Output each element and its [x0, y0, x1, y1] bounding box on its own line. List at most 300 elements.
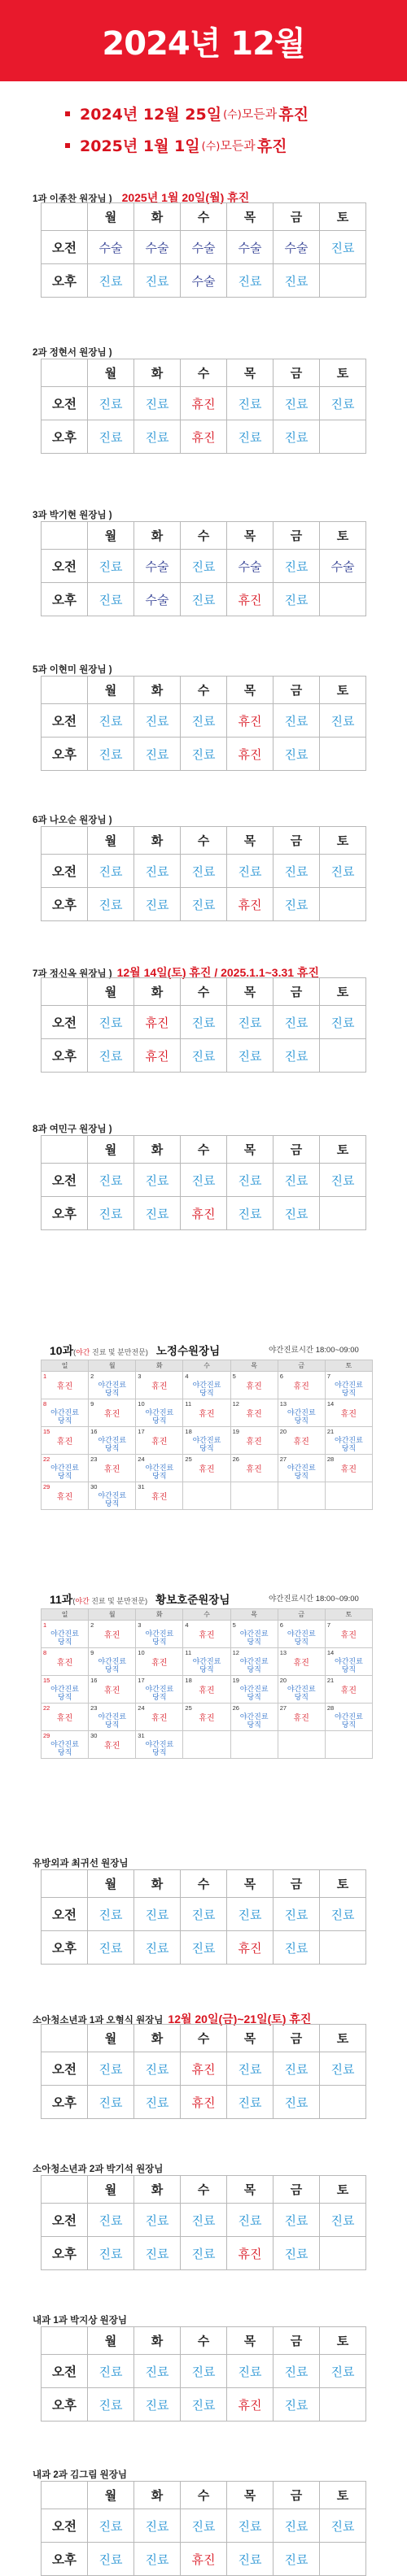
- calendar-day: [183, 1427, 230, 1455]
- duty-status: 휴진: [56, 1659, 73, 1668]
- day-number: 11: [185, 1400, 192, 1408]
- day-number: 13: [279, 1400, 287, 1408]
- calendar-day: [136, 1648, 183, 1676]
- schedule-cell: 수술: [274, 231, 320, 264]
- schedule-cell: 진료: [227, 2355, 274, 2388]
- duty-status: 야간진료 당직: [239, 1630, 269, 1646]
- day-header: 금: [274, 203, 320, 231]
- calendar-week-row: [42, 1621, 373, 1648]
- schedule-cell: 진료: [134, 2052, 181, 2086]
- corner-cell: [42, 2482, 88, 2509]
- schedule-cell: 진료: [88, 1197, 134, 1230]
- duty-status: 휴진: [104, 1465, 120, 1474]
- day-number: 12: [232, 1400, 239, 1408]
- duty-status: 휴진: [293, 1382, 309, 1391]
- duty-status: 야간진료 당직: [145, 1685, 174, 1701]
- am-row: [42, 387, 366, 420]
- calendar-day: [89, 1427, 136, 1455]
- day-header: 월: [88, 1136, 134, 1164]
- schedule-cell: 진료: [181, 855, 227, 888]
- day-header: 수: [181, 827, 227, 855]
- schedule-cell: 진료: [274, 1164, 320, 1197]
- schedule-cell: 진료: [134, 1164, 181, 1197]
- schedule-cell: 진료: [134, 2509, 181, 2543]
- bullet-icon: [65, 143, 70, 148]
- closure-note: 12월 20일(금)~21일(토) 휴진: [168, 2012, 312, 2026]
- weekday-header: 목: [230, 1609, 278, 1621]
- duty-status: 휴진: [56, 1438, 73, 1447]
- day-number: 11: [185, 1649, 192, 1656]
- day-header: 월: [88, 2327, 134, 2355]
- department-title: [33, 2468, 127, 2481]
- schedule-cell: 진료: [88, 264, 134, 298]
- table-header-row: [42, 677, 366, 704]
- day-number: 6: [279, 1621, 283, 1629]
- calendar-week-row: [42, 1372, 373, 1399]
- duty-status: 휴진: [199, 1686, 215, 1695]
- day-number: 10: [138, 1649, 145, 1656]
- calendar-day: [183, 1372, 230, 1399]
- calendar-day: [89, 1704, 136, 1731]
- schedule-cell: 진료: [274, 1039, 320, 1073]
- corner-cell: [42, 2025, 88, 2052]
- calendar-day: [42, 1676, 89, 1704]
- day-header: 수: [181, 1136, 227, 1164]
- corner-cell: [42, 677, 88, 704]
- schedule-cell: 진료: [274, 704, 320, 738]
- duty-status: 휴진: [293, 1659, 309, 1668]
- day-header: 금: [274, 522, 320, 550]
- am-label: 오전: [42, 2355, 88, 2388]
- schedule-cell: [320, 2543, 366, 2576]
- day-number: 2: [90, 1373, 94, 1380]
- calendar-day: [136, 1399, 183, 1427]
- duty-status: 야간진료 당직: [145, 1464, 174, 1480]
- notice-item: [65, 102, 309, 124]
- duty-status: 야간진료 당직: [287, 1464, 316, 1480]
- schedule-cell: 진료: [320, 231, 366, 264]
- schedule-cell: 휴진: [181, 2086, 227, 2119]
- day-header: 금: [274, 1136, 320, 1164]
- day-number: 1: [43, 1621, 47, 1629]
- duty-status: 휴진: [293, 1438, 309, 1447]
- calendar-day: [325, 1427, 372, 1455]
- notice-status: 휴진: [256, 137, 287, 155]
- day-header: 수: [181, 522, 227, 550]
- day-header: 토: [320, 2327, 366, 2355]
- day-header: 토: [320, 203, 366, 231]
- schedule-cell: 진료: [134, 1931, 181, 1965]
- duty-status: 휴진: [104, 1410, 120, 1419]
- pm-row: [42, 738, 366, 771]
- day-number: 16: [90, 1428, 98, 1435]
- day-header: 토: [320, 978, 366, 1006]
- schedule-table: [41, 521, 366, 616]
- day-header: 월: [88, 978, 134, 1006]
- duty-status: 야간진료 당직: [50, 1464, 79, 1480]
- schedule-table: [41, 977, 366, 1073]
- schedule-cell: [320, 2388, 366, 2422]
- calendar-day: [230, 1731, 278, 1759]
- duty-status: 야간진료 당직: [50, 1740, 79, 1756]
- doctor-name: 내과 1과 박지상 원장님: [33, 2316, 127, 2326]
- subtitle-highlight: 야간: [75, 1597, 90, 1605]
- day-header: 목: [227, 1870, 274, 1898]
- calendar-day: [42, 1648, 89, 1676]
- day-header: 금: [274, 978, 320, 1006]
- corner-cell: [42, 978, 88, 1006]
- calendar-table: [41, 1608, 373, 1759]
- am-label: 오전: [42, 231, 88, 264]
- pm-label: 오후: [42, 2237, 88, 2270]
- calendar-day: [136, 1427, 183, 1455]
- schedule-cell: 휴진: [134, 1039, 181, 1073]
- weekday-header: 일: [42, 1360, 89, 1372]
- schedule-cell: 진료: [181, 2204, 227, 2237]
- schedule-cell: 진료: [274, 738, 320, 771]
- schedule-cell: 진료: [88, 1039, 134, 1073]
- schedule-cell: 진료: [181, 2237, 227, 2270]
- day-number: 15: [43, 1428, 50, 1435]
- table-header-row: [42, 1136, 366, 1164]
- calendar-day: [136, 1482, 183, 1510]
- schedule-cell: 진료: [181, 1039, 227, 1073]
- schedule-cell: 수술: [134, 583, 181, 616]
- doctor-name: 8과 여민구 원장님 ): [33, 1125, 112, 1134]
- pm-row: [42, 420, 366, 454]
- day-number: 30: [90, 1732, 98, 1739]
- calendar-day: [230, 1399, 278, 1427]
- duty-status: 야간진료 당직: [145, 1630, 174, 1646]
- schedule-cell: 진료: [227, 1006, 274, 1039]
- table-header-row: [42, 203, 366, 231]
- day-header: 화: [134, 677, 181, 704]
- doctor-name: 6과 나오순 원장님 ): [33, 816, 112, 825]
- corner-cell: [42, 1136, 88, 1164]
- day-number: 26: [232, 1456, 239, 1463]
- day-number: 24: [138, 1456, 145, 1463]
- corner-cell: [42, 1870, 88, 1898]
- day-number: 15: [43, 1677, 50, 1684]
- calendar-week-row: [42, 1482, 373, 1510]
- pm-label: 오후: [42, 583, 88, 616]
- schedule-table: [41, 826, 366, 921]
- am-row: [42, 2355, 366, 2388]
- day-number: 18: [185, 1428, 192, 1435]
- table-header-row: [42, 2327, 366, 2355]
- pm-row: [42, 583, 366, 616]
- pm-label: 오후: [42, 1197, 88, 1230]
- calendar-day: [230, 1621, 278, 1648]
- dept-subtitle: [73, 1348, 148, 1356]
- schedule-cell: [320, 1931, 366, 1965]
- schedule-cell: 수술: [181, 231, 227, 264]
- duty-status: 휴진: [104, 1742, 120, 1751]
- day-number: 7: [326, 1373, 331, 1380]
- schedule-cell: 휴진: [227, 704, 274, 738]
- calendar-day: [89, 1482, 136, 1510]
- schedule-cell: 수술: [88, 231, 134, 264]
- day-header: 금: [274, 359, 320, 387]
- calendar-day: [183, 1704, 230, 1731]
- schedule-cell: [320, 264, 366, 298]
- am-row: [42, 231, 366, 264]
- calendar-day: [89, 1455, 136, 1482]
- schedule-cell: [320, 1039, 366, 1073]
- duty-status: 야간진료 당직: [335, 1436, 363, 1452]
- schedule-table: [41, 202, 366, 298]
- day-header: 수: [181, 359, 227, 387]
- closure-note: 2025년 1월 20일(월) 휴진: [121, 191, 250, 204]
- notice-dow: (수): [223, 109, 242, 121]
- am-label: 오전: [42, 855, 88, 888]
- day-number: 28: [326, 1456, 335, 1463]
- schedule-cell: 진료: [88, 2086, 134, 2119]
- duty-status: 야간진료 당직: [239, 1712, 269, 1729]
- schedule-cell: 진료: [274, 855, 320, 888]
- notice-item: [65, 134, 309, 156]
- calendar-day: [136, 1621, 183, 1648]
- schedule-cell: 진료: [88, 2052, 134, 2086]
- schedule-cell: 진료: [88, 1898, 134, 1931]
- pm-label: 오후: [42, 420, 88, 454]
- day-header: 월: [88, 1870, 134, 1898]
- calendar-day: [42, 1482, 89, 1510]
- weekday-header: 화: [136, 1609, 183, 1621]
- day-number: 3: [138, 1621, 142, 1629]
- calendar-day: [325, 1482, 372, 1510]
- subtitle-rest: 진료 및 분만전문): [90, 1348, 148, 1356]
- duty-status: 휴진: [199, 1714, 215, 1723]
- day-header: 화: [134, 2176, 181, 2204]
- day-header: 수: [181, 2327, 227, 2355]
- day-number: 12: [232, 1649, 239, 1656]
- day-number: 14: [326, 1400, 335, 1408]
- pm-row: [42, 2237, 366, 2270]
- schedule-cell: 진료: [88, 738, 134, 771]
- schedule-cell: 진료: [227, 1164, 274, 1197]
- notice-status: 휴진: [278, 106, 309, 124]
- day-number: 5: [232, 1373, 236, 1380]
- schedule-cell: 진료: [274, 2204, 320, 2237]
- schedule-cell: 진료: [88, 2543, 134, 2576]
- schedule-cell: 진료: [227, 420, 274, 454]
- schedule-cell: 진료: [274, 1006, 320, 1039]
- day-header: 화: [134, 1136, 181, 1164]
- schedule-cell: 진료: [181, 738, 227, 771]
- table-header-row: [42, 2025, 366, 2052]
- calendar-day: [230, 1372, 278, 1399]
- day-number: 17: [138, 1428, 145, 1435]
- calendar-week-row: [42, 1731, 373, 1759]
- calendar-day: [136, 1676, 183, 1704]
- schedule-cell: 휴진: [227, 2237, 274, 2270]
- day-header: 수: [181, 2176, 227, 2204]
- calendar-day: [278, 1648, 325, 1676]
- day-number: 4: [185, 1621, 189, 1629]
- day-header: 목: [227, 978, 274, 1006]
- notice-dow: (수): [201, 141, 221, 153]
- schedule-cell: 휴진: [181, 2543, 227, 2576]
- am-label: 오전: [42, 2052, 88, 2086]
- schedule-cell: 진료: [227, 1039, 274, 1073]
- day-header: 화: [134, 2327, 181, 2355]
- calendar-week-row: [42, 1676, 373, 1704]
- schedule-cell: 수술: [320, 550, 366, 583]
- department-title: [33, 1122, 112, 1135]
- schedule-cell: 진료: [181, 2388, 227, 2422]
- schedule-cell: 진료: [274, 550, 320, 583]
- duty-status: 휴진: [340, 1631, 357, 1640]
- calendar-day: [136, 1704, 183, 1731]
- schedule-cell: 진료: [227, 264, 274, 298]
- pm-label: 오후: [42, 264, 88, 298]
- night-calendar-title: [50, 1342, 220, 1359]
- day-header: 금: [274, 2482, 320, 2509]
- pm-row: [42, 2543, 366, 2576]
- pm-label: 오후: [42, 2388, 88, 2422]
- day-number: 23: [90, 1456, 98, 1463]
- calendar-week-row: [42, 1399, 373, 1427]
- weekday-header: 금: [278, 1609, 325, 1621]
- duty-status: 야간진료 당직: [98, 1381, 127, 1397]
- calendar-day: [42, 1621, 89, 1648]
- day-header: 화: [134, 827, 181, 855]
- pm-row: [42, 2388, 366, 2422]
- schedule-cell: 휴진: [181, 387, 227, 420]
- schedule-cell: 진료: [88, 2204, 134, 2237]
- day-number: 14: [326, 1649, 335, 1656]
- corner-cell: [42, 2176, 88, 2204]
- dept-number: 11과: [50, 1593, 73, 1606]
- day-number: 20: [279, 1677, 287, 1684]
- schedule-cell: 진료: [134, 1898, 181, 1931]
- duty-status: 휴진: [151, 1714, 168, 1723]
- schedule-cell: 진료: [181, 1006, 227, 1039]
- calendar-day: [278, 1731, 325, 1759]
- schedule-cell: [320, 738, 366, 771]
- schedule-cell: 진료: [88, 550, 134, 583]
- day-header: 목: [227, 2025, 274, 2052]
- day-number: 29: [43, 1732, 50, 1739]
- schedule-cell: 진료: [227, 2052, 274, 2086]
- calendar-day: [183, 1621, 230, 1648]
- closure-note: 12월 14일(토) 휴진 / 2025.1.1~3.31 휴진: [116, 966, 319, 979]
- day-header: 금: [274, 2176, 320, 2204]
- pm-label: 오후: [42, 2086, 88, 2119]
- am-label: 오전: [42, 2509, 88, 2543]
- schedule-cell: 휴진: [134, 1006, 181, 1039]
- calendar-day: [42, 1704, 89, 1731]
- duty-status: 야간진료 당직: [98, 1657, 127, 1673]
- schedule-cell: 진료: [88, 888, 134, 921]
- schedule-cell: 진료: [88, 420, 134, 454]
- duty-status: 야간진료 당직: [287, 1408, 316, 1425]
- doctor-name: 노정수원장님: [155, 1345, 221, 1357]
- schedule-cell: 진료: [134, 1197, 181, 1230]
- day-number: 27: [279, 1704, 287, 1712]
- calendar-day: [42, 1399, 89, 1427]
- department-title: [33, 1856, 128, 1869]
- day-number: 19: [232, 1428, 239, 1435]
- notice-text: 모든과: [220, 138, 256, 153]
- schedule-cell: 진료: [134, 704, 181, 738]
- day-header: 월: [88, 677, 134, 704]
- schedule-cell: 진료: [88, 2509, 134, 2543]
- day-header: 월: [88, 203, 134, 231]
- day-number: 10: [138, 1400, 145, 1408]
- duty-status: 휴진: [104, 1631, 120, 1640]
- calendar-day: [136, 1372, 183, 1399]
- weekday-header: 월: [89, 1609, 136, 1621]
- calendar-day: [42, 1372, 89, 1399]
- schedule-cell: 진료: [88, 1006, 134, 1039]
- schedule-cell: 수술: [227, 550, 274, 583]
- day-header: 금: [274, 1870, 320, 1898]
- day-number: 8: [43, 1649, 47, 1656]
- day-header: 수: [181, 2482, 227, 2509]
- day-header: 화: [134, 359, 181, 387]
- schedule-cell: 진료: [134, 2543, 181, 2576]
- department-title: [33, 663, 112, 676]
- duty-status: 휴진: [56, 1493, 73, 1502]
- day-number: 7: [326, 1621, 331, 1629]
- weekday-header: 토: [325, 1609, 372, 1621]
- day-number: 5: [232, 1621, 236, 1629]
- day-header: 토: [320, 827, 366, 855]
- duty-status: 휴진: [340, 1410, 357, 1419]
- duty-status: 야간진료 당직: [239, 1657, 269, 1673]
- doctor-name: 2과 정현서 원장님 ): [33, 348, 112, 358]
- calendar-day: [89, 1676, 136, 1704]
- schedule-cell: 진료: [88, 2355, 134, 2388]
- pm-label: 오후: [42, 888, 88, 921]
- schedule-cell: 진료: [134, 2388, 181, 2422]
- day-header: 토: [320, 2176, 366, 2204]
- calendar-day: [278, 1676, 325, 1704]
- am-label: 오전: [42, 550, 88, 583]
- schedule-cell: [320, 1197, 366, 1230]
- day-number: 23: [90, 1704, 98, 1712]
- schedule-cell: 진료: [274, 583, 320, 616]
- day-header: 토: [320, 522, 366, 550]
- calendar-day: [325, 1455, 372, 1482]
- schedule-cell: 진료: [320, 1164, 366, 1197]
- schedule-cell: 진료: [134, 888, 181, 921]
- weekday-header: 월: [89, 1360, 136, 1372]
- day-header: 수: [181, 1870, 227, 1898]
- day-number: 31: [138, 1732, 145, 1739]
- duty-status: 휴진: [56, 1382, 73, 1391]
- day-number: 22: [43, 1704, 50, 1712]
- day-header: 수: [181, 978, 227, 1006]
- day-header: 목: [227, 203, 274, 231]
- duty-status: 야간진료 당직: [145, 1408, 174, 1425]
- schedule-cell: 진료: [88, 387, 134, 420]
- doctor-name: 소아청소년과 2과 박기석 원장님: [33, 2165, 164, 2174]
- schedule-cell: 진료: [88, 583, 134, 616]
- doctor-name: 3과 박기현 원장님 ): [33, 511, 112, 520]
- schedule-cell: 진료: [181, 1898, 227, 1931]
- schedule-table: [41, 676, 366, 771]
- calendar-day: [278, 1372, 325, 1399]
- calendar-day: [230, 1676, 278, 1704]
- duty-status: 야간진료 당직: [287, 1685, 316, 1701]
- duty-status: 휴진: [199, 1465, 215, 1474]
- duty-status: 휴진: [56, 1714, 73, 1723]
- day-header: 월: [88, 2176, 134, 2204]
- table-header-row: [42, 978, 366, 1006]
